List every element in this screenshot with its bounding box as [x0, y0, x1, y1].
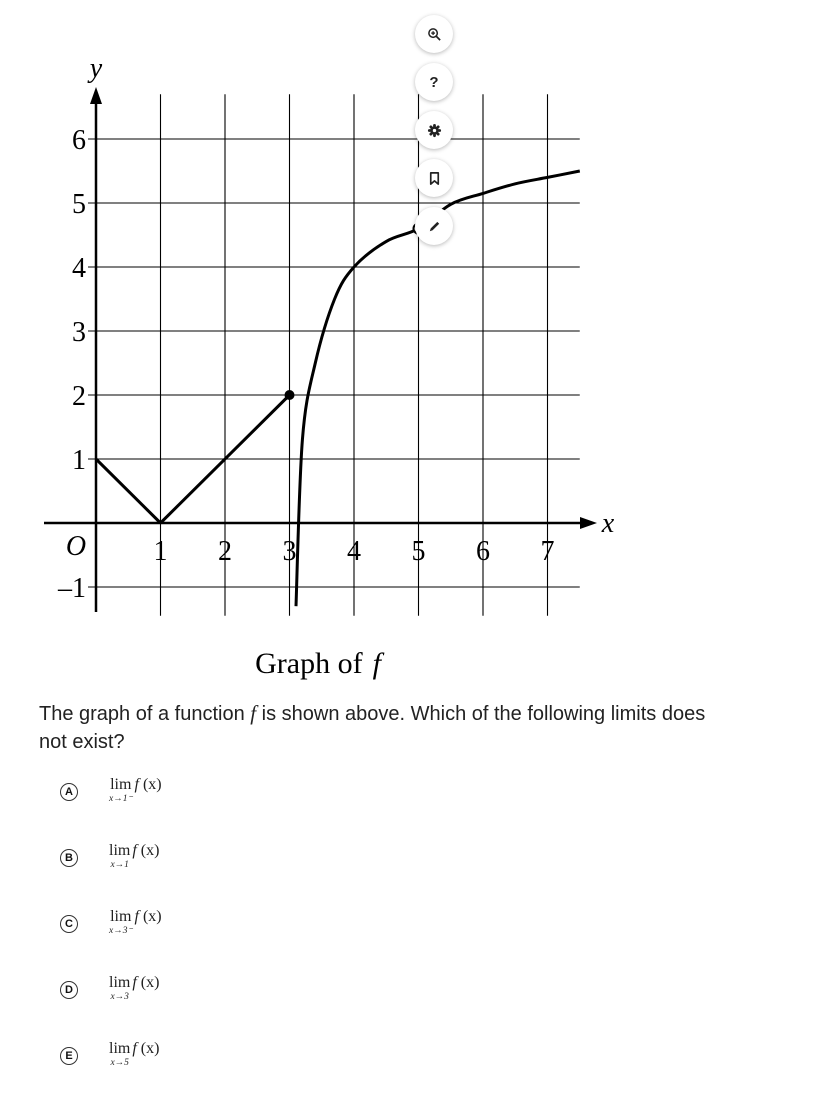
lim-function	[132, 842, 159, 860]
x-tick-label: 5	[411, 536, 426, 567]
lim-function-name: f	[132, 1040, 137, 1057]
lim-function-arg: (x)	[138, 908, 162, 925]
lim-function-arg: (x)	[136, 974, 160, 991]
question-text-start: The graph of a function	[39, 703, 251, 725]
zoom-in-icon	[427, 27, 442, 42]
help-icon: ?	[429, 73, 439, 91]
y-tick-label: 4	[72, 253, 86, 284]
graph-toolbar	[415, 15, 453, 245]
y-tick-label: 2	[72, 381, 86, 412]
y-tick-label: 3	[72, 317, 86, 348]
choice-b[interactable]	[58, 842, 162, 908]
choice-e[interactable]	[58, 1040, 162, 1106]
closed-point	[285, 390, 295, 400]
limit-expression	[109, 908, 162, 937]
lim-subscript: x→3	[110, 992, 129, 1002]
choice-letter[interactable]: E	[60, 1047, 78, 1065]
function-graph	[0, 0, 620, 690]
y-tick-label: 5	[72, 189, 86, 220]
lim-function-name: f	[132, 842, 137, 859]
x-tick-label: 1	[153, 536, 168, 567]
annotate-button[interactable]	[415, 207, 453, 245]
lim-function	[134, 776, 161, 794]
bookmark-icon	[427, 171, 442, 186]
origin-label: O	[65, 531, 87, 562]
graph-caption-var: f	[372, 647, 381, 680]
choice-letter[interactable]: C	[60, 915, 78, 933]
choice-letter[interactable]: B	[60, 849, 78, 867]
answer-choices	[58, 776, 162, 1106]
x-tick-label: 2	[218, 536, 232, 567]
choice-c[interactable]	[58, 908, 162, 974]
x-axis-label: x	[601, 508, 615, 539]
x-tick-label: 4	[347, 536, 361, 567]
lim-function	[134, 908, 161, 926]
lim-function-name: f	[134, 908, 139, 925]
x-tick-label: 6	[476, 536, 490, 567]
settings-button[interactable]	[415, 111, 453, 149]
lim-function	[132, 974, 159, 992]
lim-word: lim	[110, 776, 132, 793]
lim-word: lim	[109, 1040, 131, 1057]
lim-subscript: x→1⁻	[109, 794, 133, 804]
question-text-end: is shown above. Which of the following limits does not exist?	[39, 703, 706, 753]
y-axis-label: y	[89, 53, 103, 84]
lim-function-name: f	[132, 974, 137, 991]
lim-function-arg: (x)	[136, 1040, 160, 1057]
question-text	[39, 699, 729, 756]
help-button[interactable]	[415, 63, 453, 101]
bookmark-button[interactable]	[415, 159, 453, 197]
choice-d[interactable]	[58, 974, 162, 1040]
limit-expression	[109, 842, 159, 871]
pencil-icon	[427, 219, 442, 234]
limit-expression	[109, 776, 162, 805]
lim-function-arg: (x)	[136, 842, 160, 859]
choice-letter[interactable]: A	[60, 783, 78, 801]
y-tick-label: 6	[72, 125, 86, 156]
limit-expression	[109, 974, 159, 1003]
graph-caption-text: Graph of	[255, 647, 363, 680]
choice-a[interactable]	[58, 776, 162, 842]
x-tick-label: 7	[540, 536, 555, 567]
lim-subscript: x→3⁻	[109, 926, 133, 936]
lim-word: lim	[110, 908, 132, 925]
limit-expression	[109, 1040, 159, 1069]
gear-icon	[427, 123, 442, 138]
lim-function-name: f	[134, 776, 139, 793]
lim-word: lim	[109, 842, 131, 859]
choice-letter[interactable]: D	[60, 981, 78, 999]
y-tick-label: 1	[72, 445, 86, 476]
zoom-button[interactable]	[415, 15, 453, 53]
graph-background	[42, 40, 617, 680]
y-tick-label: –1	[58, 573, 86, 604]
lim-subscript: x→5	[110, 1058, 129, 1068]
lim-function-arg: (x)	[138, 776, 162, 793]
lim-function	[132, 1040, 159, 1058]
lim-subscript: x→1	[110, 860, 129, 870]
question-function-var: f	[250, 701, 257, 725]
x-tick-label: 3	[282, 536, 297, 567]
lim-word: lim	[109, 974, 131, 991]
